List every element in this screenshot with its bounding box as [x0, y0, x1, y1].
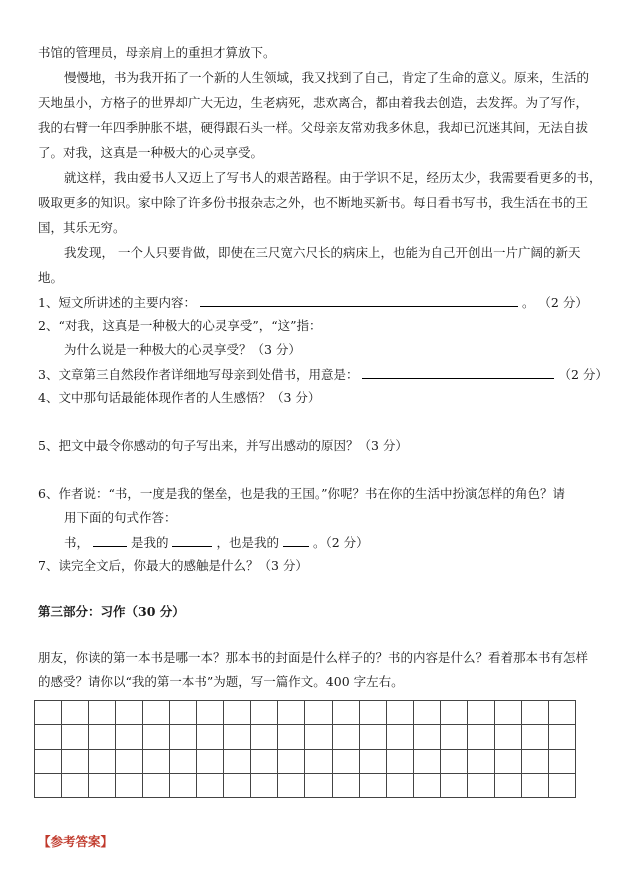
grid-cell[interactable] [143, 774, 170, 798]
question-3 [38, 365, 608, 384]
grid-cell[interactable] [387, 750, 414, 774]
grid-cell[interactable] [197, 725, 224, 749]
answer-key-heading: 【参考答案】 [38, 834, 114, 849]
grid-cell[interactable] [549, 750, 576, 774]
essay-writing-grid[interactable] [34, 700, 576, 798]
passage-line: 就这样，我由爱书人又迈上了写书人的艰苦路程。由于学识不足，经历太少，我需要看更多的书， [64, 170, 602, 185]
grid-cell[interactable] [468, 701, 495, 725]
grid-cell[interactable] [278, 725, 305, 749]
grid-cell[interactable] [62, 750, 89, 774]
grid-cell[interactable] [197, 774, 224, 798]
pattern-part: ，也是我的 [216, 535, 279, 550]
pattern-blank-1[interactable] [93, 533, 127, 547]
grid-cell[interactable] [414, 701, 441, 725]
question-1 [38, 293, 588, 312]
pattern-blank-2[interactable] [172, 533, 212, 547]
question-6-instruction: 用下面的句式作答： [64, 510, 177, 525]
grid-cell[interactable] [495, 774, 522, 798]
passage-line: 了。对我，这真是一种极大的心灵享受。 [38, 145, 264, 160]
grid-cell[interactable] [170, 701, 197, 725]
grid-cell[interactable] [360, 774, 387, 798]
grid-cell[interactable] [170, 750, 197, 774]
grid-cell[interactable] [414, 750, 441, 774]
grid-cell[interactable] [35, 774, 62, 798]
grid-cell[interactable] [224, 725, 251, 749]
grid-cell[interactable] [495, 701, 522, 725]
passage-line: 吸取更多的知识。家中除了许多份书报杂志之外，也不断地买新书。每日看书写书，我生活在书的王 [38, 195, 589, 210]
grid-cell[interactable] [441, 750, 468, 774]
grid-cell[interactable] [62, 774, 89, 798]
grid-cell[interactable] [278, 750, 305, 774]
grid-cell[interactable] [333, 701, 360, 725]
grid-cell[interactable] [251, 725, 278, 749]
passage-line: 天地虽小，方格子的世界却广大无边，生老病死，悲欢离合，都由着我去创造，去发挥。为了写作， [38, 95, 589, 110]
grid-cell[interactable] [278, 701, 305, 725]
grid-cell[interactable] [333, 774, 360, 798]
grid-cell[interactable] [251, 774, 278, 798]
grid-cell[interactable] [278, 774, 305, 798]
question-3-answer-blank[interactable] [362, 365, 554, 379]
grid-cell[interactable] [468, 725, 495, 749]
grid-cell[interactable] [116, 750, 143, 774]
grid-cell[interactable] [333, 725, 360, 749]
grid-cell[interactable] [62, 701, 89, 725]
grid-cell[interactable] [387, 701, 414, 725]
pattern-blank-3[interactable] [283, 533, 309, 547]
grid-cell[interactable] [305, 750, 332, 774]
question-6: 6、作者说：“书，一度是我的堡垒，也是我的王国。”你呢？书在你的生活中扮演怎样的角色？请 [38, 486, 565, 501]
grid-cell[interactable] [387, 774, 414, 798]
grid-cell[interactable] [116, 774, 143, 798]
passage-line: 我的右臂一年四季肿胀不堪，硬得跟石头一样。父母亲友常劝我多休息，我却已沉迷其间，无法自拔 [38, 120, 589, 135]
passage-line: 国，其乐无穷。 [38, 220, 126, 235]
essay-prompt-line: 的感受？请你以“我的第一本书”为题，写一篇作文。400 字左右。 [38, 674, 404, 689]
passage-line: 慢慢地，书为我开拓了一个新的人生领域，我又找到了自己，肯定了生命的意义。原来，生活的 [64, 70, 590, 85]
question-1-answer-blank[interactable] [200, 293, 518, 307]
grid-cell[interactable] [522, 725, 549, 749]
grid-cell[interactable] [305, 701, 332, 725]
grid-cell[interactable] [441, 725, 468, 749]
grid-cell[interactable] [62, 725, 89, 749]
grid-cell[interactable] [224, 774, 251, 798]
pattern-part: 书， [64, 535, 90, 550]
grid-cell[interactable] [522, 774, 549, 798]
grid-cell[interactable] [468, 774, 495, 798]
grid-cell[interactable] [305, 774, 332, 798]
grid-cell[interactable] [116, 701, 143, 725]
grid-cell[interactable] [35, 725, 62, 749]
grid-cell[interactable] [360, 725, 387, 749]
grid-cell[interactable] [143, 725, 170, 749]
grid-cell[interactable] [89, 725, 116, 749]
grid-cell[interactable] [116, 725, 143, 749]
question-2-sub: 为什么说是一种极大的心灵享受？（3 分） [64, 342, 301, 357]
grid-cell[interactable] [549, 701, 576, 725]
grid-cell[interactable] [251, 701, 278, 725]
grid-cell[interactable] [522, 750, 549, 774]
grid-cell[interactable] [468, 750, 495, 774]
grid-cell[interactable] [35, 701, 62, 725]
question-3-text: 3、文章第三自然段作者详细地写母亲到处借书，用意是： [38, 367, 359, 382]
grid-cell[interactable] [89, 750, 116, 774]
question-7: 7、读完全文后，你最大的感触是什么？（3 分） [38, 558, 308, 573]
grid-cell[interactable] [549, 725, 576, 749]
grid-cell[interactable] [89, 701, 116, 725]
grid-cell[interactable] [197, 701, 224, 725]
grid-cell[interactable] [35, 750, 62, 774]
grid-cell[interactable] [251, 750, 278, 774]
grid-cell[interactable] [441, 701, 468, 725]
grid-cell[interactable] [549, 774, 576, 798]
passage-line: 我发现， 一个人只要肯做，即使在三尺宽六尺长的病床上，也能为自己开创出一片广阔的新天 [64, 245, 581, 260]
grid-cell[interactable] [333, 750, 360, 774]
grid-cell[interactable] [387, 725, 414, 749]
pattern-part: 是我的 [130, 535, 169, 550]
grid-cell[interactable] [360, 750, 387, 774]
grid-cell[interactable] [143, 750, 170, 774]
grid-cell[interactable] [360, 701, 387, 725]
grid-cell[interactable] [495, 750, 522, 774]
grid-cell[interactable] [89, 774, 116, 798]
passage-line: 地。 [38, 270, 64, 285]
question-4: 4、文中那句话最能体现作者的人生感悟？（3 分） [38, 390, 321, 405]
section-3-heading: 第三部分：习作（30 分） [38, 604, 185, 619]
grid-cell[interactable] [143, 701, 170, 725]
passage-line: 书馆的管理员，母亲肩上的重担才算放下。 [38, 45, 276, 60]
grid-cell[interactable] [522, 701, 549, 725]
essay-prompt-line: 朋友，你读的第一本书是哪一本？那本书的封面是什么样子的？书的内容是什么？看着那本书有怎样 [38, 650, 589, 665]
grid-cell[interactable] [170, 725, 197, 749]
question-5: 5、把文中最令你感动的句子写出来，并写出感动的原因？（3 分） [38, 438, 408, 453]
question-6-sentence-pattern [64, 533, 369, 552]
grid-cell[interactable] [414, 774, 441, 798]
grid-cell[interactable] [224, 701, 251, 725]
grid-cell[interactable] [305, 725, 332, 749]
question-1-points: 。 （2 分） [521, 295, 588, 310]
pattern-part: 。（2 分） [312, 535, 369, 550]
question-1-text: 1、短文所讲述的主要内容： [38, 295, 196, 310]
question-3-points: （2 分） [558, 367, 608, 382]
grid-cell[interactable] [495, 725, 522, 749]
grid-cell[interactable] [197, 750, 224, 774]
grid-cell[interactable] [170, 774, 197, 798]
grid-cell[interactable] [414, 725, 441, 749]
question-2: 2、“对我，这真是一种极大的心灵享受”，“这”指： [38, 318, 322, 333]
grid-cell[interactable] [441, 774, 468, 798]
grid-cell[interactable] [224, 750, 251, 774]
